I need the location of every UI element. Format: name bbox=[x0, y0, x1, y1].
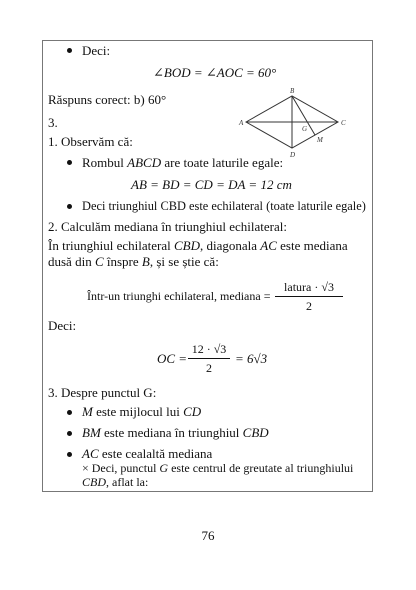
step-2-heading: 2. Calculăm mediana în triunghiul echilateral: bbox=[48, 219, 287, 234]
step-3-heading: 3. Despre punctul G: bbox=[48, 385, 157, 400]
step-1-heading: 1. Observăm că: bbox=[48, 134, 133, 149]
oc-lhs: OC = bbox=[157, 351, 188, 366]
g-point-1: M este mijlocul lui CD bbox=[82, 404, 202, 419]
label-g: G bbox=[302, 125, 308, 133]
equilateral-statement: Deci triunghiul CBD este echilateral (toate laturile egale) bbox=[82, 199, 366, 213]
median-text-line-2: dusă din C înspre B, și se știe că: bbox=[48, 254, 219, 269]
label-b: B bbox=[290, 87, 295, 95]
page-number: 76 bbox=[201, 528, 215, 543]
bullet bbox=[67, 160, 72, 165]
bullet bbox=[67, 48, 72, 53]
fraction-bar bbox=[275, 296, 343, 297]
deci-label: Deci: bbox=[82, 43, 111, 58]
rhombus-statement: Rombul ABCD are toate laturile egale: bbox=[82, 155, 284, 170]
bullet bbox=[67, 431, 72, 436]
oc-numerator: 12 · √3 bbox=[191, 342, 227, 356]
label-a: A bbox=[239, 119, 244, 127]
g-point-4-line-1: × Deci, punctul G este centrul de greutate al triunghiului bbox=[82, 461, 354, 475]
answer-line: Răspuns corect: b) 60° bbox=[48, 92, 167, 107]
label-c: C bbox=[341, 119, 346, 127]
label-m: M bbox=[317, 136, 323, 144]
oc-fraction-bar bbox=[188, 358, 230, 359]
angle-equation: ∠BOD = ∠AOC = 60° bbox=[153, 65, 277, 80]
deci-label-2: Deci: bbox=[48, 318, 77, 333]
formula-numerator: latura · √3 bbox=[284, 280, 334, 294]
rhombus-figure bbox=[234, 84, 354, 162]
section-number: 3. bbox=[48, 115, 58, 130]
formula-denominator: 2 bbox=[306, 299, 312, 313]
bullet bbox=[67, 204, 72, 209]
g-point-2: BM este mediana în triunghiul CBD bbox=[82, 425, 269, 440]
median-formula-lead: Într-un triunghi echilateral, mediana = bbox=[87, 289, 271, 303]
bullet bbox=[67, 410, 72, 415]
bullet bbox=[67, 452, 72, 457]
oc-denominator: 2 bbox=[206, 361, 212, 375]
median-text-line-1: În triunghiul echilateral CBD, diagonala AC este mediana bbox=[48, 238, 348, 253]
g-point-4-line-2: CBD, aflat la: bbox=[82, 475, 149, 489]
g-point-3: AC este cealaltă mediana bbox=[82, 446, 213, 461]
label-d: D bbox=[290, 151, 296, 159]
sides-equation: AB = BD = CD = DA = 12 cm bbox=[131, 177, 292, 192]
oc-rhs: = 6√3 bbox=[235, 351, 268, 366]
